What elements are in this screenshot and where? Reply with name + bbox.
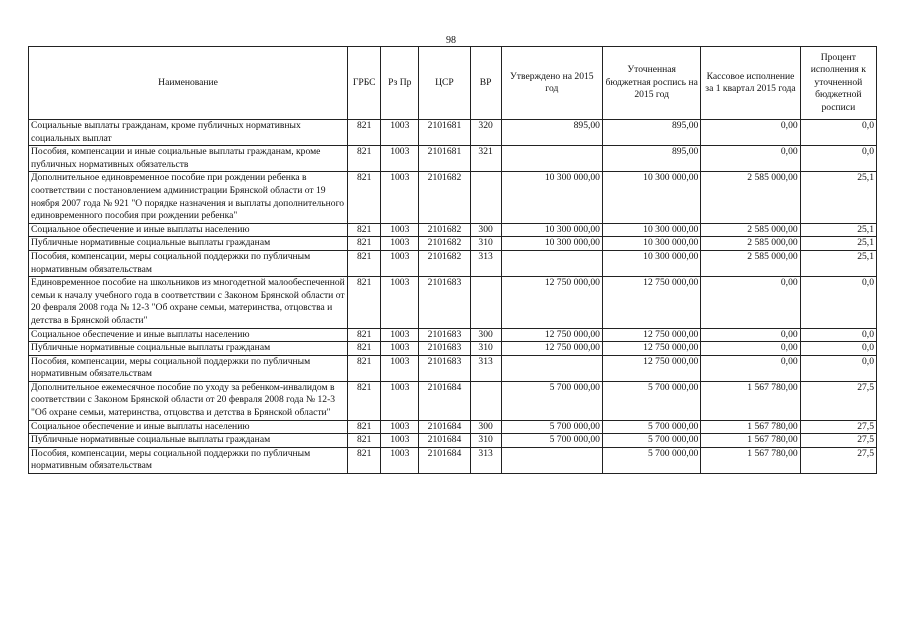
cell-refined: 10 300 000,00	[602, 172, 700, 223]
cell-rzpr: 1003	[381, 237, 419, 251]
cell-name: Публичные нормативные социальные выплаты гражданам	[29, 237, 348, 251]
cell-approved: 12 750 000,00	[501, 342, 602, 356]
cell-approved: 5 700 000,00	[501, 420, 602, 434]
cell-vr: 320	[470, 120, 501, 146]
cell-approved: 12 750 000,00	[501, 328, 602, 342]
cell-csr: 2101682	[419, 223, 470, 237]
cell-cash: 1 567 780,00	[701, 447, 800, 473]
cell-csr: 2101682	[419, 250, 470, 276]
cell-percent: 25,1	[800, 237, 876, 251]
table-row	[29, 250, 877, 276]
cell-rzpr: 1003	[381, 223, 419, 237]
cell-percent: 0,0	[800, 355, 876, 381]
cell-grbs: 821	[348, 447, 381, 473]
table-row	[29, 237, 877, 251]
cell-csr: 2101684	[419, 420, 470, 434]
header-name: Наименование	[29, 47, 348, 120]
cell-name: Пособия, компенсации, меры социальной поддержки по публичным нормативным обязательствам	[29, 355, 348, 381]
table-row	[29, 420, 877, 434]
cell-percent: 27,5	[800, 381, 876, 420]
header-row	[29, 47, 877, 120]
table-row	[29, 381, 877, 420]
cell-name: Единовременное пособие на школьников из многодетной малообеспеченной семьи к началу учебного года в соответствии с Законом Брянской области от 20 февраля 2008 года № 12-3 "Об охране семьи, материнства, отцовства и детства в Брянской области"	[29, 277, 348, 328]
cell-csr: 2101684	[419, 381, 470, 420]
table-row	[29, 277, 877, 328]
header-csr: ЦСР	[419, 47, 470, 120]
cell-grbs: 821	[348, 328, 381, 342]
cell-refined: 5 700 000,00	[602, 381, 700, 420]
cell-cash: 0,00	[701, 342, 800, 356]
cell-vr: 300	[470, 328, 501, 342]
cell-cash: 0,00	[701, 120, 800, 146]
cell-cash: 0,00	[701, 355, 800, 381]
page-number: 98	[446, 35, 456, 46]
cell-name: Публичные нормативные социальные выплаты гражданам	[29, 342, 348, 356]
cell-vr: 300	[470, 223, 501, 237]
cell-refined: 12 750 000,00	[602, 355, 700, 381]
cell-percent: 27,5	[800, 434, 876, 448]
cell-cash: 2 585 000,00	[701, 250, 800, 276]
table-row	[29, 328, 877, 342]
cell-grbs: 821	[348, 342, 381, 356]
cell-rzpr: 1003	[381, 277, 419, 328]
cell-name: Дополнительное единовременное пособие при рождении ребенка в соответствии с постановлением администрации Брянской области от 19 ноября 2007 года № 921 "О порядке назначения и выплаты дополнительного единовременного пособия при рождении ребенка"	[29, 172, 348, 223]
cell-cash: 0,00	[701, 328, 800, 342]
cell-cash: 1 567 780,00	[701, 434, 800, 448]
cell-vr	[470, 277, 501, 328]
header-refined: Уточненная бюджетная роспись на 2015 год	[602, 47, 700, 120]
cell-cash: 2 585 000,00	[701, 223, 800, 237]
cell-name: Социальное обеспечение и иные выплаты населению	[29, 223, 348, 237]
cell-refined: 895,00	[602, 120, 700, 146]
cell-rzpr: 1003	[381, 120, 419, 146]
cell-csr: 2101683	[419, 355, 470, 381]
table-row	[29, 146, 877, 172]
cell-refined: 5 700 000,00	[602, 434, 700, 448]
cell-name: Пособия, компенсации, меры социальной поддержки по публичным нормативным обязательствам	[29, 447, 348, 473]
cell-grbs: 821	[348, 146, 381, 172]
cell-rzpr: 1003	[381, 172, 419, 223]
cell-csr: 2101681	[419, 146, 470, 172]
cell-cash: 0,00	[701, 146, 800, 172]
cell-percent: 25,1	[800, 223, 876, 237]
cell-grbs: 821	[348, 250, 381, 276]
cell-rzpr: 1003	[381, 355, 419, 381]
cell-cash: 1 567 780,00	[701, 420, 800, 434]
cell-grbs: 821	[348, 172, 381, 223]
cell-rzpr: 1003	[381, 250, 419, 276]
cell-percent: 0,0	[800, 120, 876, 146]
cell-refined: 10 300 000,00	[602, 223, 700, 237]
header-vr: ВР	[470, 47, 501, 120]
cell-vr: 300	[470, 420, 501, 434]
cell-rzpr: 1003	[381, 420, 419, 434]
header-percent: Процент исполнения к уточненной бюджетной росписи	[800, 47, 876, 120]
cell-cash: 0,00	[701, 277, 800, 328]
cell-rzpr: 1003	[381, 146, 419, 172]
cell-percent: 25,1	[800, 172, 876, 223]
cell-rzpr: 1003	[381, 342, 419, 356]
cell-csr: 2101681	[419, 120, 470, 146]
cell-grbs: 821	[348, 120, 381, 146]
cell-refined: 12 750 000,00	[602, 277, 700, 328]
cell-name: Пособия, компенсации, меры социальной поддержки по публичным нормативным обязательствам	[29, 250, 348, 276]
cell-percent: 0,0	[800, 328, 876, 342]
cell-refined: 5 700 000,00	[602, 420, 700, 434]
cell-name: Пособия, компенсации и иные социальные выплаты гражданам, кроме публичных нормативных обязательств	[29, 146, 348, 172]
cell-percent: 25,1	[800, 250, 876, 276]
cell-csr: 2101684	[419, 447, 470, 473]
cell-approved: 895,00	[501, 120, 602, 146]
budget-table	[28, 46, 877, 474]
cell-name: Социальное обеспечение и иные выплаты населению	[29, 420, 348, 434]
cell-rzpr: 1003	[381, 447, 419, 473]
cell-csr: 2101683	[419, 328, 470, 342]
cell-approved: 12 750 000,00	[501, 277, 602, 328]
cell-refined: 895,00	[602, 146, 700, 172]
cell-vr	[470, 172, 501, 223]
cell-grbs: 821	[348, 381, 381, 420]
cell-grbs: 821	[348, 420, 381, 434]
header-approved: Утверждено на 2015 год	[501, 47, 602, 120]
table-row	[29, 120, 877, 146]
cell-approved	[501, 447, 602, 473]
table-row	[29, 447, 877, 473]
cell-vr: 313	[470, 250, 501, 276]
header-grbs: ГРБС	[348, 47, 381, 120]
cell-vr	[470, 381, 501, 420]
cell-rzpr: 1003	[381, 381, 419, 420]
cell-vr: 310	[470, 434, 501, 448]
header-rzpr: Рз Пр	[381, 47, 419, 120]
cell-refined: 5 700 000,00	[602, 447, 700, 473]
cell-grbs: 821	[348, 434, 381, 448]
cell-cash: 1 567 780,00	[701, 381, 800, 420]
cell-rzpr: 1003	[381, 434, 419, 448]
cell-csr: 2101683	[419, 342, 470, 356]
table-row	[29, 223, 877, 237]
cell-name: Дополнительное ежемесячное пособие по уходу за ребенком-инвалидом в соответствии с Законом Брянской области от 20 февраля 2008 года № 12-3 "Об охране семьи, материнства, отцовства и детства в Брянской области"	[29, 381, 348, 420]
cell-approved: 10 300 000,00	[501, 237, 602, 251]
cell-vr: 321	[470, 146, 501, 172]
cell-csr: 2101682	[419, 237, 470, 251]
cell-csr: 2101683	[419, 277, 470, 328]
cell-approved: 10 300 000,00	[501, 223, 602, 237]
cell-grbs: 821	[348, 355, 381, 381]
cell-percent: 27,5	[800, 447, 876, 473]
cell-grbs: 821	[348, 237, 381, 251]
table-row	[29, 342, 877, 356]
cell-refined: 10 300 000,00	[602, 250, 700, 276]
cell-percent: 0,0	[800, 277, 876, 328]
cell-name: Социальное обеспечение и иные выплаты населению	[29, 328, 348, 342]
cell-name: Социальные выплаты гражданам, кроме публичных нормативных социальных выплат	[29, 120, 348, 146]
table-row	[29, 434, 877, 448]
cell-refined: 10 300 000,00	[602, 237, 700, 251]
cell-percent: 0,0	[800, 342, 876, 356]
cell-grbs: 821	[348, 277, 381, 328]
cell-refined: 12 750 000,00	[602, 342, 700, 356]
cell-vr: 313	[470, 447, 501, 473]
cell-percent: 0,0	[800, 146, 876, 172]
table-row	[29, 172, 877, 223]
cell-csr: 2101682	[419, 172, 470, 223]
cell-cash: 2 585 000,00	[701, 237, 800, 251]
cell-percent: 27,5	[800, 420, 876, 434]
cell-approved	[501, 355, 602, 381]
cell-vr: 313	[470, 355, 501, 381]
cell-approved	[501, 250, 602, 276]
cell-refined: 12 750 000,00	[602, 328, 700, 342]
cell-approved	[501, 146, 602, 172]
cell-rzpr: 1003	[381, 328, 419, 342]
cell-grbs: 821	[348, 223, 381, 237]
cell-csr: 2101684	[419, 434, 470, 448]
cell-vr: 310	[470, 342, 501, 356]
cell-name: Публичные нормативные социальные выплаты гражданам	[29, 434, 348, 448]
cell-approved: 5 700 000,00	[501, 434, 602, 448]
cell-approved: 5 700 000,00	[501, 381, 602, 420]
header-cash: Кассовое исполнение за 1 квартал 2015 года	[701, 47, 800, 120]
cell-approved: 10 300 000,00	[501, 172, 602, 223]
cell-vr: 310	[470, 237, 501, 251]
cell-cash: 2 585 000,00	[701, 172, 800, 223]
table-row	[29, 355, 877, 381]
